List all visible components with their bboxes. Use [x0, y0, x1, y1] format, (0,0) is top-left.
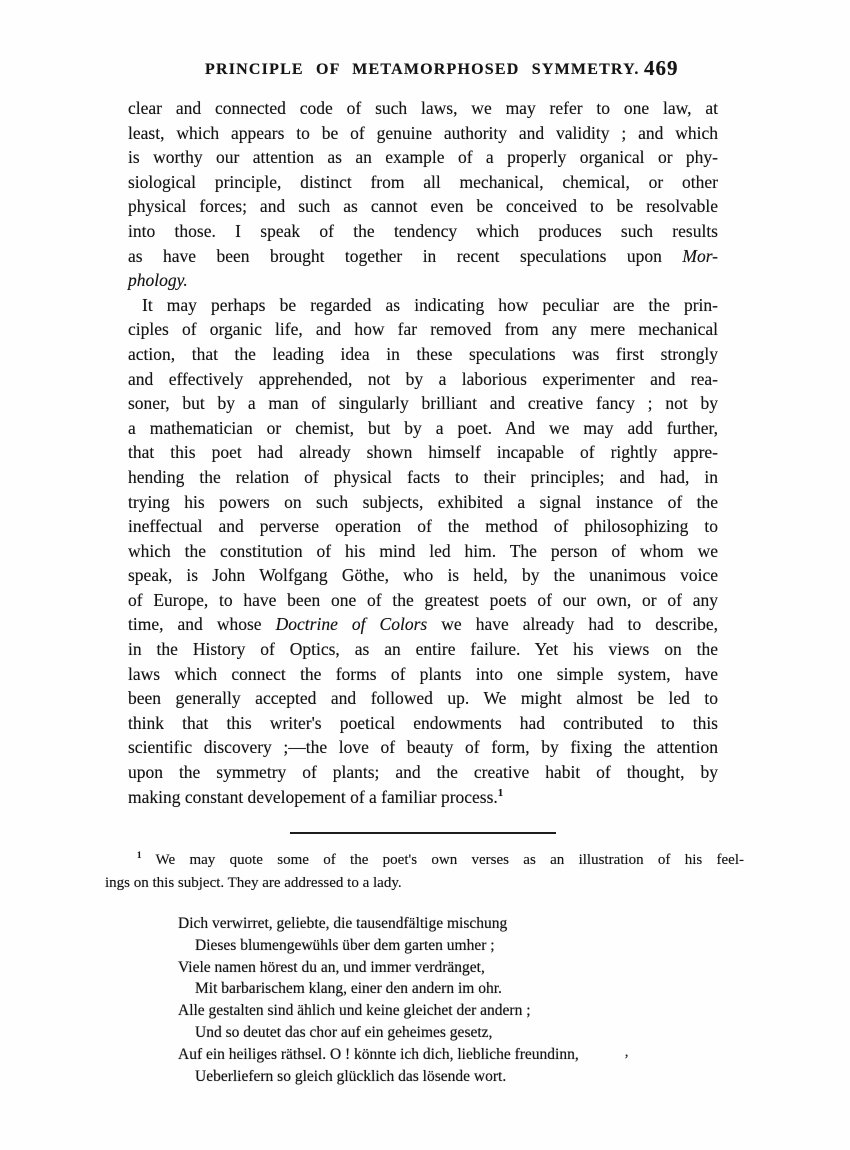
- verse-line: Dich verwirret, geliebte, die tausendfältige mischung: [178, 915, 508, 932]
- text-line: and effectively apprehended, not by a laborious experimenter and rea-: [128, 368, 718, 389]
- text-line: ineffectual and perverse operation of the method of philosophizing to: [128, 516, 718, 537]
- text-line: think that this writer's poetical endowments had contributed to this: [128, 712, 718, 733]
- text-line: making constant developement of a familiar process.$^1$: [128, 786, 504, 807]
- text-line: into those. I speak of the tendency which produces such results: [128, 220, 718, 241]
- stray-ink-mark: ’: [624, 1052, 629, 1068]
- footnote: [105, 849, 744, 894]
- text-line: speak, is John Wolfgang Göthe, who is held, by the unanimous voice: [128, 565, 718, 586]
- text-line: upon the symmetry of plants; and the creative habit of thought, by: [128, 762, 718, 783]
- footnote-separator: [290, 832, 556, 834]
- text-line: in the History of Optics, as an entire failure. Yet his views on the: [128, 639, 718, 660]
- paragraph: [128, 293, 718, 809]
- text-line: siological principle, distinct from all mechanical, chemical, or other: [128, 171, 718, 192]
- verse-line: Dieses blumengewühls über dem garten umher ;: [195, 936, 495, 954]
- text-line: which the constitution of his mind led him. The person of whom we: [128, 540, 718, 561]
- verse-line: Viele namen hörest du an, und immer verdränget,: [178, 958, 485, 976]
- text-line: been generally accepted and followed up. We might almost be led to: [128, 688, 718, 709]
- running-header-title: PRINCIPLE OF METAMORPHOSED SYMMETRY.: [205, 61, 640, 78]
- verse-line: Auf ein heiliges räthsel. O ! könnte ich dich, liebliche freundinn,: [178, 1045, 579, 1063]
- text-line: clear and connected code of such laws, we may refer to one law, at: [128, 98, 718, 118]
- page-number: 469: [644, 56, 679, 80]
- body-paragraphs: [128, 96, 718, 809]
- text-line: scientific discovery ;—the love of beauty of form, by fixing the attention: [128, 737, 718, 758]
- verse-line: Mit barbarischem klang, einer den andern im ohr.: [195, 980, 502, 998]
- text-line: $^1$ We may quote some of the poet's own verses as an illustration of his feel-: [137, 850, 744, 868]
- text-line: time, and whose Doctrine of Colors we have already had to describe,: [128, 614, 718, 635]
- text-line: as have been brought together in recent speculations upon Mor-: [128, 245, 718, 266]
- text-line: of Europe, to have been one of the greatest poets of our own, or of any: [128, 589, 718, 610]
- verse-line: Und so deutet das chor auf ein geheimes gesetz,: [195, 1023, 493, 1041]
- verse-line: Alle gestalten sind ählich und keine gleichet der andern ;: [178, 1002, 531, 1020]
- verse-block: [178, 913, 698, 1087]
- text-line: least, which appears to be of genuine authority and validity ; and which: [128, 122, 718, 143]
- verse-line: Ueberliefern so gleich glücklich das lösende wort.: [195, 1067, 507, 1085]
- paragraph: [128, 96, 718, 293]
- text-line: It may perhaps be regarded as indicating how peculiar are the prin-: [142, 294, 718, 315]
- text-line: physical forces; and such as cannot even be conceived to be resolvable: [128, 196, 718, 217]
- text-line: that this poet had already shown himself incapable of rightly appre-: [128, 442, 718, 463]
- text-line: ings on this subject. They are addressed to a lady.: [105, 874, 402, 891]
- text-line: soner, but by a man of singularly brilliant and creative fancy ; not by: [128, 393, 718, 414]
- text-line: phology.: [128, 270, 188, 291]
- text-line: action, that the leading idea in these speculations was first strongly: [128, 343, 718, 364]
- text-line: trying his powers on such subjects, exhibited a signal instance of the: [128, 491, 718, 512]
- text-line: laws which connect the forms of plants into one simple system, have: [128, 663, 718, 684]
- text-line: is worthy our attention as an example of a properly organical or phy-: [128, 147, 718, 168]
- text-line: hending the relation of physical facts to their principles; and had, in: [128, 466, 718, 487]
- text-line: a mathematician or chemist, but by a poet. And we may add further,: [128, 417, 718, 438]
- text-line: ciples of organic life, and how far removed from any mere mechanical: [128, 319, 718, 340]
